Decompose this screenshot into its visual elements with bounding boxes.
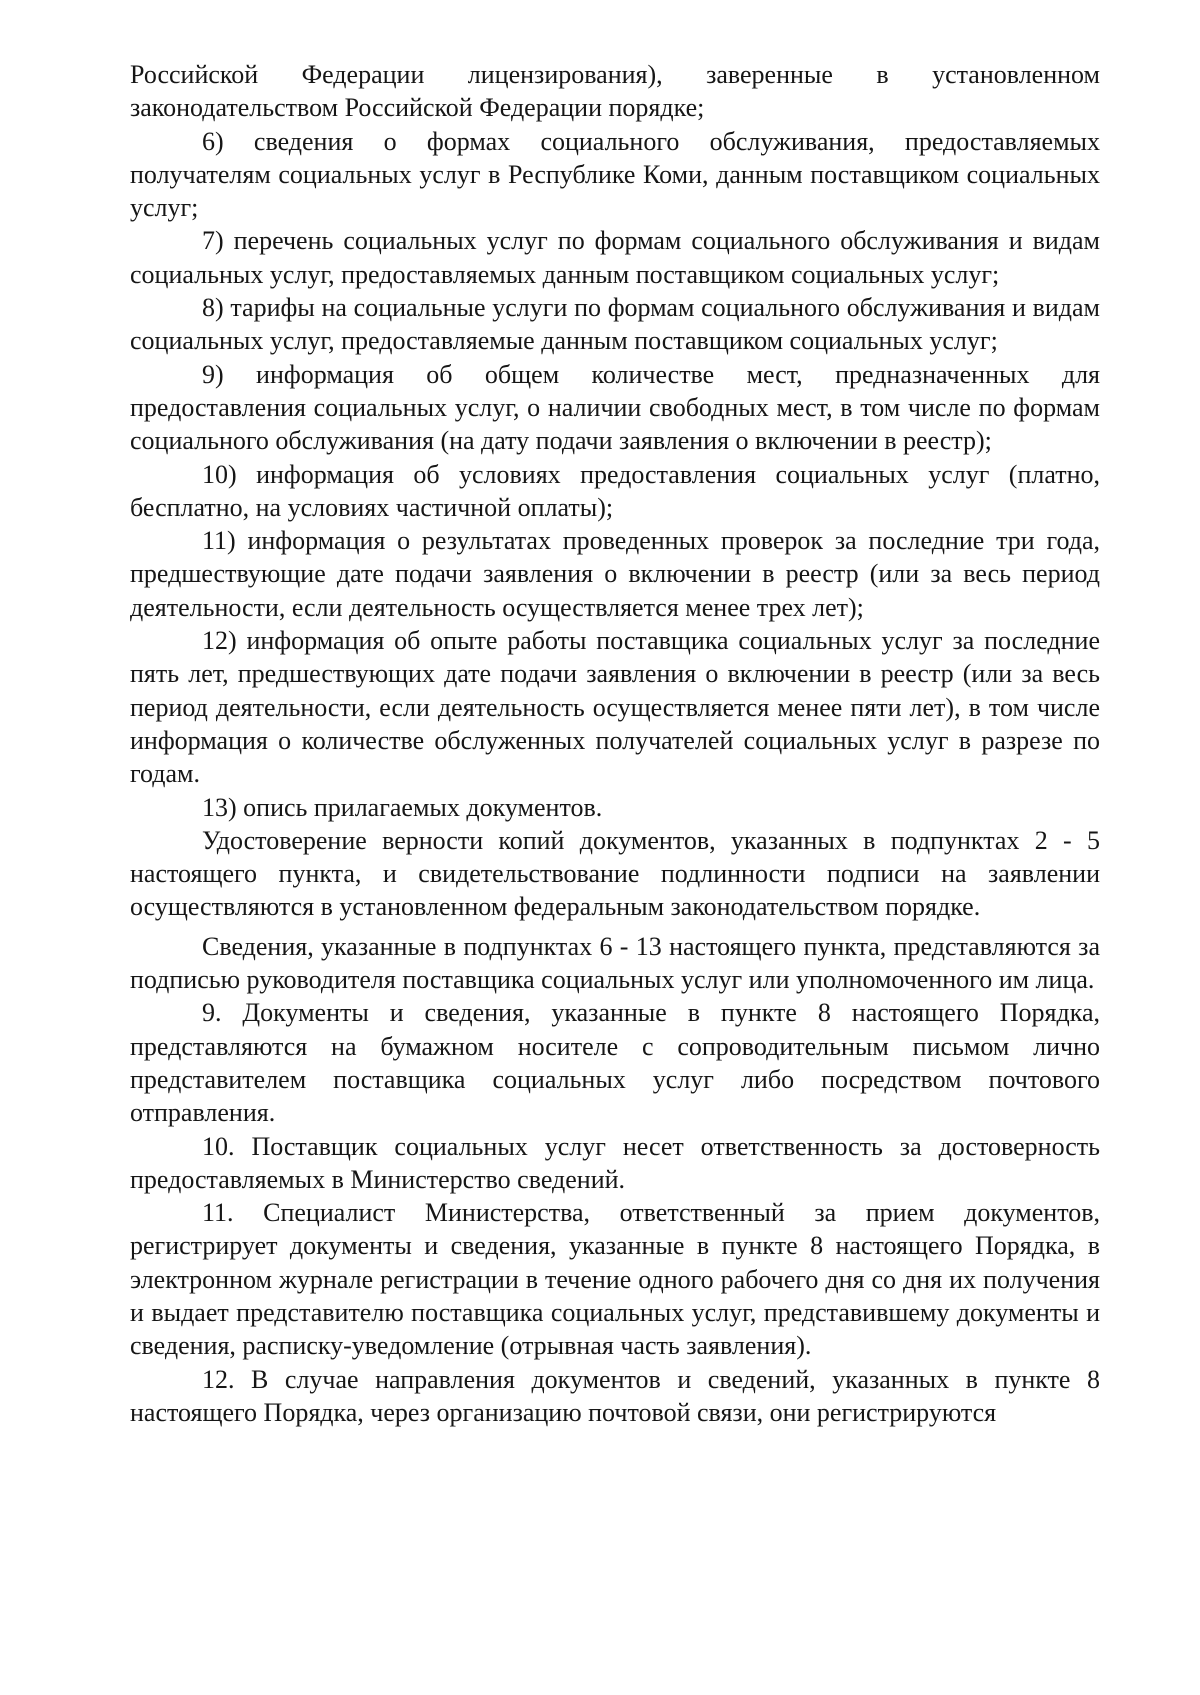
paragraph-section-11: 11. Специалист Министерства, ответственный за прием документов, регистрирует документы и сведения, указанные в пункте 8 настоящего Порядка, в электронном журнале регистрации в течение одного рабочего дня со дня их получения и выдает представителю поставщика социальных услуг, представившему документы и сведения, расписку-уведомление (отрывная часть заявления). [130,1198,1100,1361]
paragraph-continuation: Российской Федерации лицензирования), заверенные в установленном законодательством Российской Федерации порядке; [130,60,1100,123]
paragraph-item-13: 13) опись прилагаемых документов. [202,792,603,822]
document-body [130,58,1100,1429]
paragraph-item-6: 6) сведения о формах социального обслуживания, предоставляемых получателям социальных услуг в Республике Коми, данным поставщиком социальных услуг; [130,126,1100,223]
paragraph-section-9: 9. Документы и сведения, указанные в пункте 8 настоящего Порядка, представляются на бумажном носителе с сопроводительным письмом лично представителем поставщика социальных услуг либо посредством почтового отправления. [130,998,1100,1128]
paragraph-signature: Сведения, указанные в подпунктах 6 - 13 настоящего пункта, представляются за подписью руководителя поставщика социальных услуг или уполномоченного им лица. [130,931,1100,995]
paragraph-item-10: 10) информация об условиях предоставления социальных услуг (платно, бесплатно, на условиях частичной оплаты); [130,459,1100,522]
paragraph-item-12: 12) информация об опыте работы поставщика социальных услуг за последние пять лет, предшествующих дате подачи заявления о включении в реестр (или за весь период деятельности, если деятельность осуществляется менее пяти лет), в том числе информация о количестве обслуженных получателей социальных услуг в разрезе по годам. [130,626,1100,789]
paragraph-item-11: 11) информация о результатах проведенных проверок за последние три года, предшествующие дате подачи заявления о включении в реестр (или за весь период деятельности, если деятельность осуществляется менее трех лет); [130,526,1100,622]
paragraph-section-12: 12. В случае направления документов и сведений, указанных в пункте 8 настоящего Порядка, через организацию почтовой связи, они регистрируются [130,1364,1100,1427]
paragraph-item-7: 7) перечень социальных услуг по формам социального обслуживания и видам социальных услуг, предоставляемых данным поставщиком социальных услуг; [130,226,1100,289]
paragraph-section-10: 10. Поставщик социальных услуг несет ответственность за достоверность предоставляемых в Министерство сведений. [130,1131,1100,1194]
paragraph-certification: Удостоверение верности копий документов, указанных в подпунктах 2 - 5 настоящего пункта, и свидетельствование подлинности подписи на заявлении осуществляются в установленном федеральным законодательством порядке. [130,825,1100,922]
paragraph-item-8: 8) тарифы на социальные услуги по формам социального обслуживания и видам социальных услуг, предоставляемые данным поставщиком социальных услуг; [130,293,1100,356]
paragraph-item-9: 9) информация об общем количестве мест, предназначенных для предоставления социальных услуг, о наличии свободных мест, в том числе по формам социального обслуживания (на дату подачи заявления о включении в реестр); [130,359,1100,456]
